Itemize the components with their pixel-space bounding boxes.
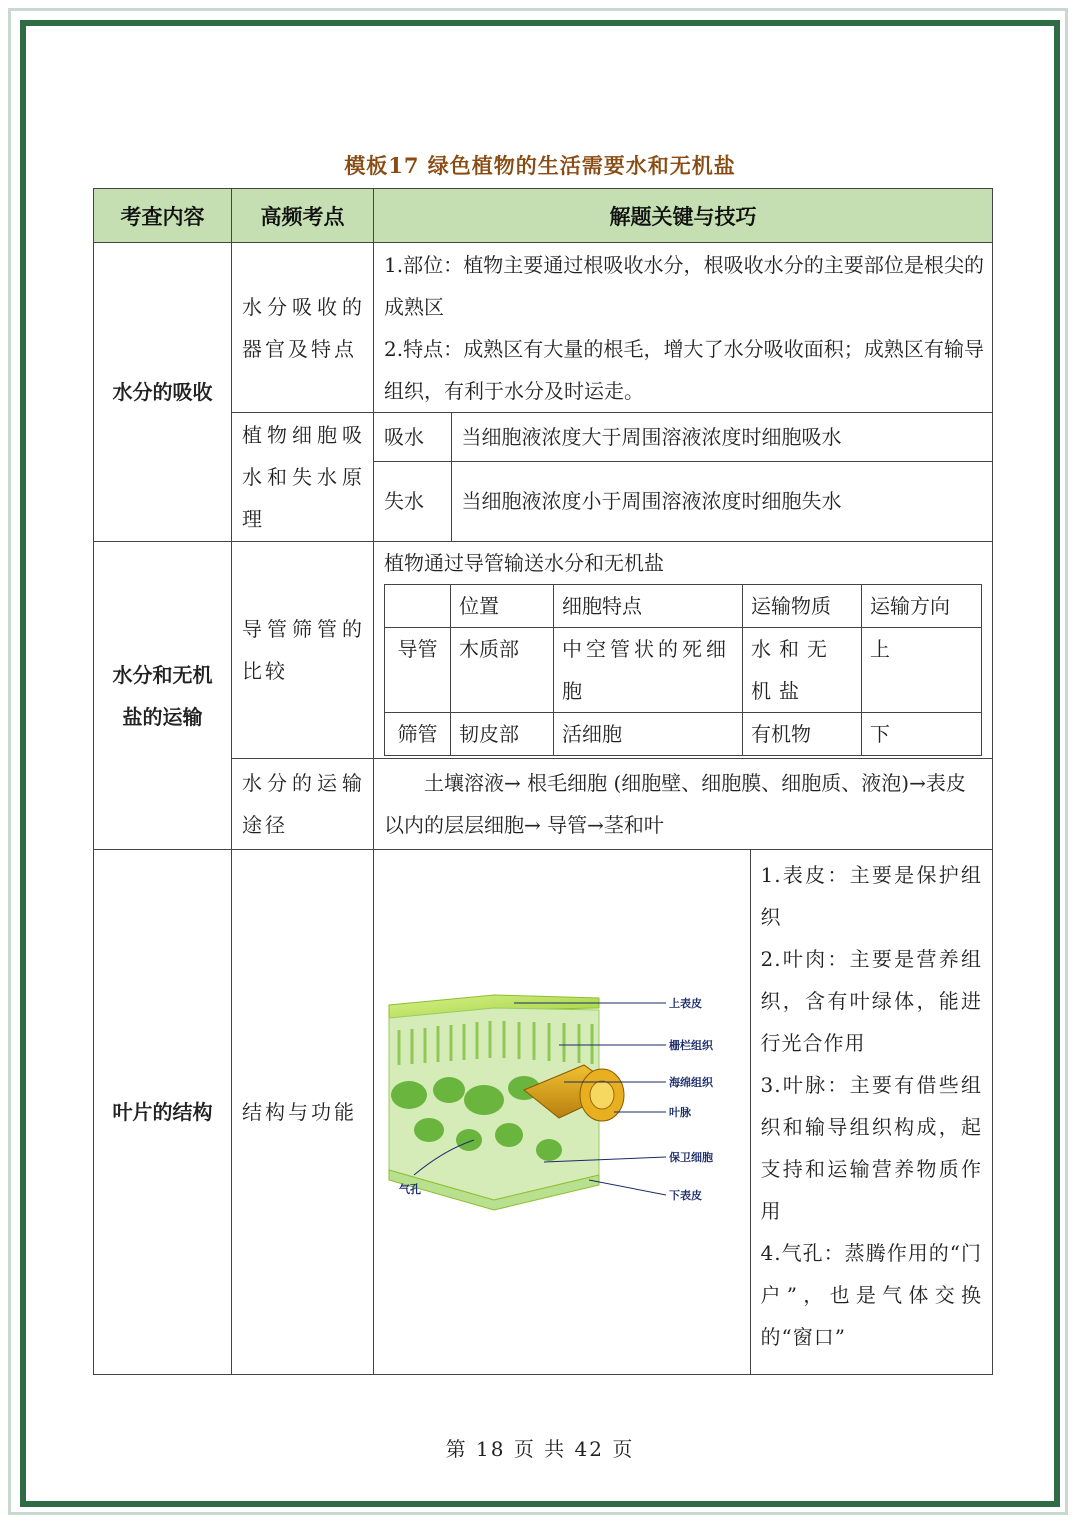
vessel-header-row (385, 585, 982, 628)
leaf-diagram-cell (374, 850, 750, 1374)
point-osmosis-principle: 植物细胞吸水和失水原理 (232, 413, 374, 542)
label-stoma: 气孔 (399, 1183, 421, 1196)
table-row (94, 243, 993, 413)
vessel-comparison-table (384, 584, 982, 756)
point-transport-path: 水分的运输途径 (232, 759, 374, 850)
osmosis-row (374, 413, 992, 461)
table-row (94, 850, 993, 1375)
header-tips: 解题关键与技巧 (374, 189, 993, 243)
osmosis-absorb-label: 吸水 (374, 413, 451, 461)
leaf-notes (750, 850, 992, 1374)
vessel-header-empty (385, 585, 451, 628)
label-palisade: 栅栏组织 (669, 1039, 713, 1052)
osmosis-table (374, 413, 992, 541)
vessel-location: 韧皮部 (451, 713, 554, 756)
vessel-substance: 有机物 (743, 713, 862, 756)
leaf-note: 4.气孔：蒸腾作用的“门户”，也是气体交换的“窗口” (760, 1241, 982, 1349)
leaf-note: 3.叶脉：主要有借些组织和输导组织构成，起支持和运输营养物质作用 (760, 1073, 982, 1223)
vessel-header-location: 位置 (451, 585, 554, 628)
category-water-absorption: 水分的吸收 (94, 243, 232, 542)
page-title: 模板17 绿色植物的生活需要水和无机盐 (344, 153, 736, 178)
vessel-comparison-cell (374, 542, 993, 759)
table-row (94, 542, 993, 759)
leaf-cell (374, 850, 993, 1375)
osmosis-lose-desc: 当细胞液浓度小于周围溶液浓度时细胞失水 (461, 489, 842, 514)
vessel-header-direction: 运输方向 (862, 585, 982, 628)
leaf-inner-table (374, 850, 992, 1374)
vessel-direction: 上 (862, 628, 982, 713)
label-vein: 叶脉 (669, 1106, 691, 1119)
page-number: 第 18 页 共 42 页 (445, 1437, 635, 1461)
table-header-row (94, 189, 993, 243)
osmosis-row (374, 461, 992, 541)
vessel-intro: 植物通过导管输送水分和无机盐 (384, 551, 664, 575)
summary-table (93, 188, 993, 1375)
vessel-header-substance: 运输物质 (743, 585, 862, 628)
absorption-detail (374, 243, 993, 413)
vessel-substance: 水和无机盐 (743, 628, 862, 713)
absorption-line-2: 2.特点：成熟区有大量的根毛，增大了水分吸收面积；成熟区有输导组织，有利于水分及时运走。 (384, 336, 984, 403)
vessel-cell-feature: 活细胞 (554, 713, 743, 756)
osmosis-absorb-desc: 当细胞液浓度大于周围溶液浓度时细胞吸水 (451, 413, 992, 461)
vessel-row-xylem (385, 628, 982, 713)
category-transport (94, 542, 232, 850)
leaf-note: 1.表皮：主要是保护组织 (760, 863, 982, 929)
transport-path-text: 土壤溶液→ 根毛细胞 (细胞壁、细胞膜、细胞质、液泡)→表皮以内的层层细胞→ 导管→茎和叶 (374, 759, 993, 850)
osmosis-detail (374, 413, 993, 542)
vessel-name: 导管 (385, 628, 451, 713)
label-spongy: 海绵组织 (669, 1076, 713, 1089)
vessel-cell-feature: 中空管状的死细胞 (554, 628, 743, 713)
point-vessel-comparison: 导管筛管的比较 (232, 542, 374, 759)
osmosis-lose-label: 失水 (374, 461, 451, 541)
label-guard-cell: 保卫细胞 (669, 1151, 713, 1164)
vessel-direction: 下 (862, 713, 982, 756)
vessel-name: 筛管 (385, 713, 451, 756)
point-absorption-organ: 水分吸收的器官及特点 (232, 243, 374, 413)
vessel-header-cell: 细胞特点 (554, 585, 743, 628)
category-leaf-structure: 叶片的结构 (94, 850, 232, 1375)
point-structure-function: 结构与功能 (232, 850, 374, 1375)
label-lower-epidermis: 下表皮 (669, 1189, 702, 1202)
absorption-line-1: 1.部位：植物主要通过根吸收水分，根吸收水分的主要部位是根尖的成熟区 (384, 252, 984, 319)
label-upper-epidermis: 上表皮 (669, 997, 702, 1010)
vessel-row-phloem (385, 713, 982, 756)
header-content: 考查内容 (94, 189, 232, 243)
leaf-cross-section-diagram (374, 850, 750, 1360)
category-transport-label: 水分和无机盐的运输 (112, 662, 213, 729)
header-points: 高频考点 (232, 189, 374, 243)
leaf-note: 2.叶肉：主要是营养组织，含有叶绿体，能进行光合作用 (760, 947, 982, 1055)
vessel-location: 木质部 (451, 628, 554, 713)
